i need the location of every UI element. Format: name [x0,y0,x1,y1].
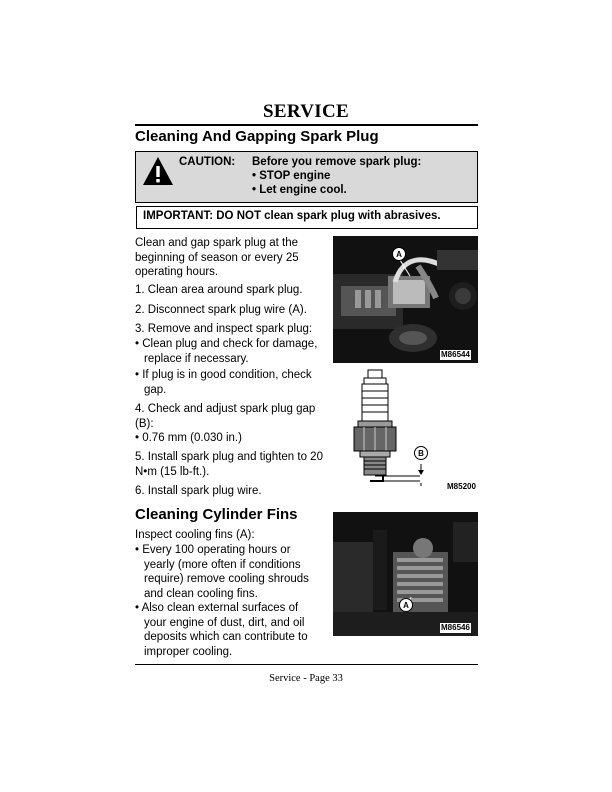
step-item: 4. Check and adjust spark plug gap (B): [135,403,316,430]
step-bullet: • If plug is in good condition, check gap. [135,369,312,396]
important-note: IMPORTANT: DO NOT clean spark plug with abrasives. [143,210,441,222]
section-title-spark-plug: Cleaning And Gapping Spark Plug [135,128,379,145]
figure-code: M86544 [441,350,470,359]
spark-plug-diagram [350,368,445,488]
step-item: 3. Remove and inspect spark plug: [135,323,313,335]
page-footer: Service - Page 33 [269,673,343,684]
fins-bullet: • Also clean external surfaces of your engine of dust, dirt, and oil deposits which can contribute to improper cooling. [135,602,308,658]
callout-a: A [399,598,413,612]
title-rule [135,124,478,126]
step-item: 1. Clean area around spark plug. [135,284,303,296]
step-bullet: • 0.76 mm (0.030 in.) [135,432,242,444]
callout-b: B [414,446,428,460]
page-title: SERVICE [263,101,349,122]
step-item: 2. Disconnect spark plug wire (A). [135,304,307,316]
warning-triangle-icon [142,156,174,186]
step-item: 5. Install spark plug and tighten to 20 N•m (15 lb-ft.). [135,451,323,478]
callout-a: A [392,247,406,261]
figure-code: M86546 [441,623,470,632]
figure-code: M85200 [447,482,476,491]
caution-heading: Before you remove spark plug: [252,156,422,168]
cylinder-fins-photo [333,512,478,636]
footer-rule [135,664,478,665]
caution-item: • STOP engine [252,170,331,182]
step-bullet: • Clean plug and check for damage, replace if necessary. [135,338,318,365]
intro-paragraph: Clean and gap spark plug at the beginning of season or every 25 operating hours. [135,237,299,278]
section-title-cylinder-fins: Cleaning Cylinder Fins [135,506,298,523]
step-item: 6. Install spark plug wire. [135,485,262,497]
fins-bullet: • Every 100 operating hours or yearly (more often if conditions require) remove cooling shrouds and clean cooling fins. [135,544,309,600]
caution-item: • Let engine cool. [252,184,347,196]
caution-label: CAUTION: [179,156,236,168]
intro-paragraph: Inspect cooling fins (A): [135,529,255,541]
